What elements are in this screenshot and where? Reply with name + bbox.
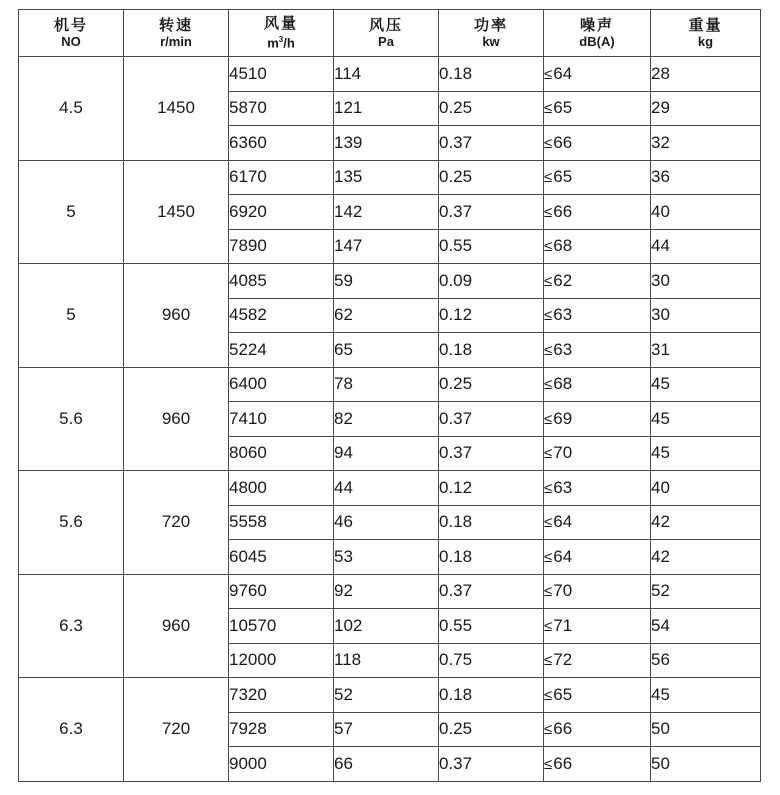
cell-model-no: 6.3 [19,574,124,678]
cell-power: 0.37 [439,402,544,437]
noise-prefix: ≤ [544,548,553,566]
cell-weight: 42 [651,540,761,575]
cell-speed: 960 [124,367,229,471]
noise-prefix: ≤ [544,410,553,428]
cell-weight: 31 [651,333,761,368]
header-no [19,10,124,57]
header-row [19,10,761,57]
cell-power: 0.09 [439,264,544,299]
noise-prefix: ≤ [544,100,553,118]
header-weight-cn: 重量 [688,16,723,34]
noise-prefix: ≤ [544,514,553,532]
cell-flow: 6360 [229,126,334,161]
cell-flow: 7928 [229,712,334,747]
cell-flow: 7320 [229,678,334,713]
noise-prefix: ≤ [544,652,553,670]
cell-pressure: 59 [334,264,439,299]
noise-value: 63 [553,477,573,497]
header-no-en: NO [61,33,81,49]
cell-power: 0.37 [439,126,544,161]
cell-power: 0.55 [439,229,544,264]
cell-flow: 6400 [229,367,334,402]
header-weight-en: kg [697,33,714,49]
noise-prefix: ≤ [544,479,553,497]
cell-model-no: 6.3 [19,678,124,782]
header-speed [124,10,229,57]
cell-power: 0.12 [439,471,544,506]
header-weight [651,10,761,57]
cell-noise [544,91,651,126]
cell-weight: 28 [651,57,761,92]
cell-noise [544,229,651,264]
cell-weight: 45 [651,402,761,437]
table-row [19,160,761,195]
cell-weight: 40 [651,471,761,506]
cell-noise [544,298,651,333]
cell-flow: 9000 [229,747,334,782]
cell-weight: 50 [651,747,761,782]
header-flow-cn: 风量 [263,14,298,32]
noise-prefix: ≤ [544,376,553,394]
cell-flow: 10570 [229,609,334,644]
noise-value: 70 [553,581,573,601]
noise-prefix: ≤ [544,341,553,359]
noise-prefix: ≤ [544,134,553,152]
header-speed-cn: 转速 [158,16,193,34]
cell-power: 0.37 [439,436,544,471]
table-row [19,264,761,299]
cell-pressure: 66 [334,747,439,782]
cell-flow: 7890 [229,229,334,264]
cell-flow: 6920 [229,195,334,230]
cell-pressure: 53 [334,540,439,575]
cell-power: 0.18 [439,57,544,92]
noise-value: 64 [553,546,573,566]
cell-noise [544,126,651,161]
cell-power: 0.55 [439,609,544,644]
cell-pressure: 142 [334,195,439,230]
header-power-cn: 功率 [473,16,508,34]
fan-spec-table [18,9,761,782]
noise-value: 70 [553,443,573,463]
header-pressure [334,10,439,57]
cell-power: 0.37 [439,574,544,609]
cell-pressure: 114 [334,57,439,92]
cell-noise [544,712,651,747]
cell-power: 0.18 [439,505,544,540]
table-row [19,471,761,506]
cell-weight: 56 [651,643,761,678]
cell-pressure: 65 [334,333,439,368]
noise-value: 62 [553,270,573,290]
cell-speed: 960 [124,574,229,678]
cell-noise [544,609,651,644]
cell-pressure: 78 [334,367,439,402]
table-row [19,574,761,609]
cell-weight: 45 [651,678,761,713]
cell-weight: 30 [651,264,761,299]
cell-speed: 1450 [124,57,229,161]
cell-noise [544,678,651,713]
header-pressure-cn: 风压 [368,16,403,34]
table-row [19,57,761,92]
noise-value: 65 [553,98,573,118]
cell-noise [544,333,651,368]
cell-pressure: 46 [334,505,439,540]
cell-model-no: 5.6 [19,367,124,471]
header-noise [544,10,651,57]
cell-weight: 29 [651,91,761,126]
noise-value: 72 [553,650,573,670]
cell-pressure: 62 [334,298,439,333]
cell-weight: 30 [651,298,761,333]
noise-value: 69 [553,408,573,428]
noise-prefix: ≤ [544,307,553,325]
cell-noise [544,574,651,609]
cell-pressure: 44 [334,471,439,506]
noise-prefix: ≤ [544,445,553,463]
noise-prefix: ≤ [544,755,553,773]
header-no-cn: 机号 [53,16,88,34]
cell-flow: 12000 [229,643,334,678]
cell-power: 0.37 [439,195,544,230]
noise-prefix: ≤ [544,721,553,739]
noise-value: 68 [553,374,573,394]
table-row [19,678,761,713]
cell-weight: 45 [651,436,761,471]
cell-power: 0.18 [439,678,544,713]
cell-power: 0.12 [439,298,544,333]
header-flow [229,10,334,57]
cell-power: 0.25 [439,91,544,126]
cell-weight: 50 [651,712,761,747]
cell-weight: 44 [651,229,761,264]
header-power [439,10,544,57]
cell-model-no: 4.5 [19,57,124,161]
cell-noise [544,505,651,540]
cell-speed: 720 [124,678,229,782]
cell-pressure: 57 [334,712,439,747]
noise-value: 66 [553,201,573,221]
noise-value: 64 [553,512,573,532]
noise-prefix: ≤ [544,686,553,704]
noise-prefix: ≤ [544,583,553,601]
cell-flow: 6045 [229,540,334,575]
cell-power: 0.37 [439,747,544,782]
cell-model-no: 5.6 [19,471,124,575]
cell-noise [544,436,651,471]
cell-pressure: 139 [334,126,439,161]
cell-noise [544,402,651,437]
cell-weight: 54 [651,609,761,644]
cell-weight: 36 [651,160,761,195]
noise-value: 71 [553,615,573,635]
cell-noise [544,643,651,678]
cell-noise [544,471,651,506]
cell-pressure: 92 [334,574,439,609]
noise-prefix: ≤ [544,272,553,290]
noise-value: 65 [553,684,573,704]
noise-value: 65 [553,167,573,187]
cell-flow: 4800 [229,471,334,506]
table-body [19,57,761,782]
cell-flow: 7410 [229,402,334,437]
cell-power: 0.25 [439,712,544,747]
cell-flow: 8060 [229,436,334,471]
noise-value: 63 [553,305,573,325]
header-pressure-en: Pa [378,33,394,49]
cell-flow: 6170 [229,160,334,195]
cell-pressure: 94 [334,436,439,471]
noise-value: 66 [553,719,573,739]
header-noise-cn: 噪声 [579,16,614,34]
cell-pressure: 121 [334,91,439,126]
cell-weight: 32 [651,126,761,161]
cell-flow: 5870 [229,91,334,126]
cell-pressure: 52 [334,678,439,713]
cell-pressure: 147 [334,229,439,264]
cell-pressure: 118 [334,643,439,678]
noise-value: 66 [553,132,573,152]
cell-noise [544,264,651,299]
cell-noise [544,160,651,195]
cell-flow: 4582 [229,298,334,333]
cell-model-no: 5 [19,264,124,368]
cell-power: 0.18 [439,540,544,575]
cell-weight: 52 [651,574,761,609]
cell-speed: 960 [124,264,229,368]
cell-power: 0.25 [439,160,544,195]
noise-value: 63 [553,339,573,359]
cell-flow: 4085 [229,264,334,299]
noise-prefix: ≤ [544,617,553,635]
header-flow-en: $m^3/h$ [267,34,295,51]
cell-model-no: 5 [19,160,124,264]
noise-value: 68 [553,236,573,256]
cell-noise [544,57,651,92]
cell-flow: 9760 [229,574,334,609]
cell-speed: 720 [124,471,229,575]
header-speed-en: r/min [160,33,192,49]
cell-flow: 5558 [229,505,334,540]
cell-weight: 42 [651,505,761,540]
cell-weight: 45 [651,367,761,402]
cell-power: 0.25 [439,367,544,402]
cell-noise [544,540,651,575]
cell-power: 0.18 [439,333,544,368]
cell-noise [544,195,651,230]
header-noise-en: dB(A) [579,33,615,49]
header-power-en: kw [482,33,500,49]
noise-value: 64 [553,63,573,83]
noise-prefix: ≤ [544,65,553,83]
table-row [19,367,761,402]
cell-pressure: 135 [334,160,439,195]
cell-power: 0.75 [439,643,544,678]
cell-noise [544,747,651,782]
cell-flow: 5224 [229,333,334,368]
cell-weight: 40 [651,195,761,230]
noise-value: 66 [553,753,573,773]
cell-pressure: 102 [334,609,439,644]
cell-flow: 4510 [229,57,334,92]
noise-prefix: ≤ [544,203,553,221]
noise-prefix: ≤ [544,169,553,187]
cell-speed: 1450 [124,160,229,264]
cell-noise [544,367,651,402]
noise-prefix: ≤ [544,238,553,256]
cell-pressure: 82 [334,402,439,437]
